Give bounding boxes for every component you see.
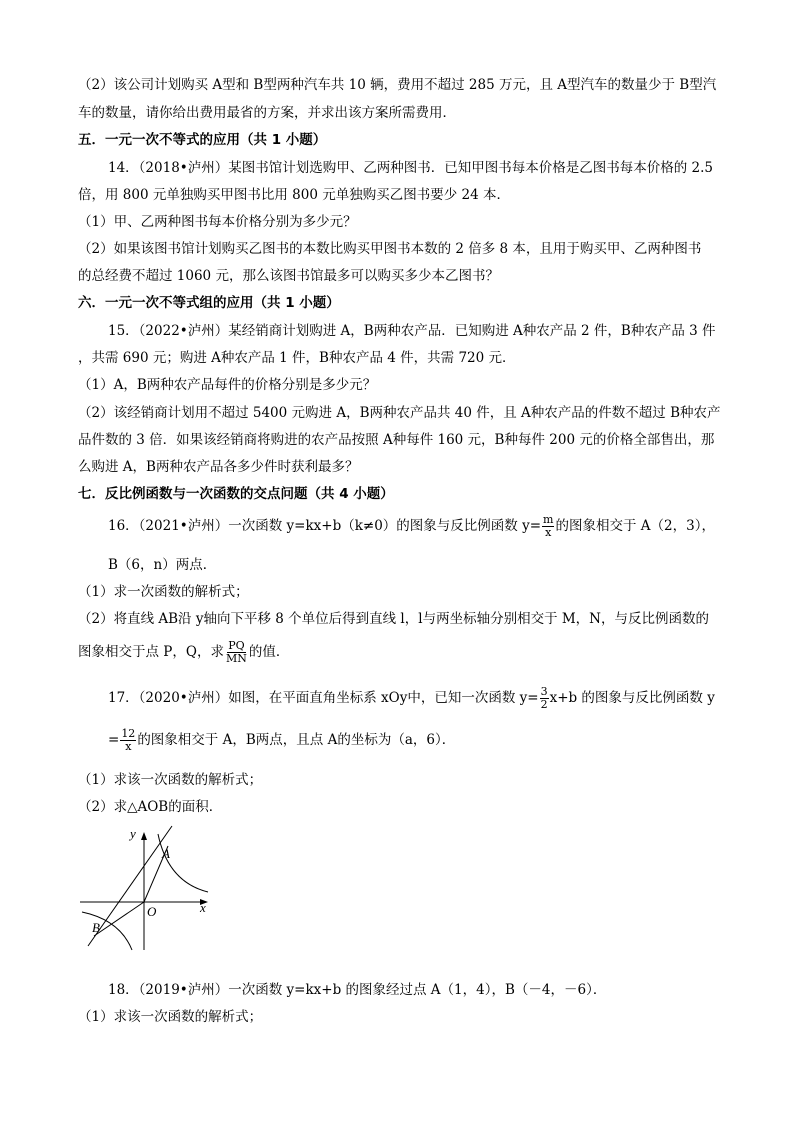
q16-line1-post: 的图象相交于 A（2，3），: [555, 518, 715, 534]
q18-part1: （1）求该一次函数的解析式；: [78, 1009, 263, 1025]
q17-line2-pre: =: [108, 732, 120, 748]
q13-part2-line2: 车的数量，请你给出费用最省的方案，并求出该方案所需费用．: [78, 105, 456, 121]
q16-part2-pre: 图象相交于点 P，Q，求: [78, 644, 224, 660]
section6-heading: 六．一元一次不等式组的应用（共 1 小题）: [78, 295, 340, 311]
q16-frac-num: m: [543, 513, 554, 526]
q14-part2-line2: 的总经费不超过 1060 元，那么该图书馆最多可以购买多少本乙图书？: [78, 268, 499, 284]
q16-part2-line2: [78, 640, 289, 665]
q14-line2: 倍，用 800 元单独购买甲图书比用 800 元单独购买乙图书要少 24 本．: [78, 187, 510, 203]
q15-line1: 15．（2022•泸州）某经销商计划购进 A，B两种农产品．已知购进 A种农产品 2 件，B种农产品 3 件: [108, 323, 716, 339]
figure-line-ab: [88, 826, 172, 946]
q17-frac2-den: x: [125, 740, 132, 753]
q17-frac1-den: 2: [540, 698, 548, 711]
q15-part1: （1）A，B两种农产品每件的价格分别是多少元？: [78, 377, 377, 393]
q17-frac2-num: 12: [121, 727, 136, 740]
section5-heading: 五．一元一次不等式的应用（共 1 小题）: [78, 132, 327, 148]
q15-part2-line1: （2）该经销商计划用不超过 5400 元购进 A，B两种农产品共 40 件，且 A种农产品的件数不超过 B种农产: [78, 405, 721, 421]
q17-figure: [74, 822, 224, 952]
q16-frac-den: x: [545, 526, 552, 539]
figure-origin-label: O: [147, 904, 157, 919]
q15-part2-line2: 品件数的 3 倍．如果该经销商将购进的农产品按照 A种每件 160 元，B种每件 200 元的价格全部售出，那: [78, 432, 715, 448]
section7-heading: 七．反比例函数与一次函数的交点问题（共 4 小题）: [78, 486, 394, 502]
q16-part1: （1）求一次函数的解析式；: [78, 584, 249, 600]
q17-part1: （1）求该一次函数的解析式；: [78, 772, 263, 788]
q16-line2: B（6，n）两点．: [108, 557, 217, 573]
q16-fraction: [542, 514, 554, 539]
q18-line1: 18．（2019•泸州）一次函数 y=kx+b 的图象经过点 A（1，4），B（－4，－6）．: [108, 982, 607, 998]
figure-y-label: y: [130, 826, 136, 841]
q17-part2: （2）求△AOB的面积．: [78, 799, 223, 815]
q16-part2-frac-den: MN: [225, 652, 247, 665]
q14-line1: 14．（2018•泸州）某图书馆计划选购甲、乙两种图书．已知甲图书每本价格是乙图书每本价格的 2.5: [108, 160, 714, 176]
q17-line1: [108, 686, 715, 711]
q16-line1-pre: 16．（2021•泸州）一次函数 y=kx+b（k≠0）的图象与反比例函数 y=: [108, 518, 542, 534]
q17-fraction1: [540, 686, 549, 711]
q14-part2-line1: （2）如果该图书馆计划购买乙图书的本数比购买甲图书本数的 2 倍多 8 本，且用于购买甲、乙两种图书: [78, 241, 702, 257]
q16-part2-frac-num: PQ: [228, 639, 245, 652]
q14-part1: （1）甲、乙两种图书每本价格分别为多少元？: [78, 214, 357, 230]
figure-x-label: x: [200, 900, 206, 915]
q16-part2-post: 的值．: [248, 644, 290, 660]
q13-part2-line1: （2）该公司计划购买 A型和 B型两种汽车共 10 辆，费用不超过 285 万元，且 A型汽车的数量少于 B型汽: [78, 77, 717, 93]
q17-line1-pre: 17．（2020•泸州）如图，在平面直角坐标系 xOy中，已知一次函数 y=: [108, 690, 539, 706]
figure-y-arrow: [141, 832, 147, 840]
q17-line2-post: 的图象相交于 A，B两点，且点 A的坐标为（a，6）．: [137, 732, 456, 748]
figure-point-b-label: B: [92, 920, 100, 935]
q16-part2-fraction: [225, 640, 248, 665]
q16-line1: [108, 514, 715, 539]
q15-part2-line3: 么购进 A，B两种农产品各多少件时获利最多？: [78, 459, 359, 475]
figure-hyperbola-q1: [158, 834, 208, 892]
q16-part2-line1: （2）将直线 AB沿 y轴向下平移 8 个单位后得到直线 l，l与两坐标轴分别相交于 M，N，与反比例函数的: [78, 611, 709, 627]
q17-frac1-num: 3: [540, 685, 548, 698]
figure-point-a-label: A: [162, 846, 170, 861]
q17-fraction2: [120, 728, 136, 753]
q15-line2: ，共需 690 元；购进 A种农产品 1 件，B种农产品 4 件，共需 720 元．: [78, 350, 516, 366]
q17-line2: [108, 728, 455, 753]
q17-line1-post: x+b 的图象与反比例函数 y: [549, 690, 715, 706]
